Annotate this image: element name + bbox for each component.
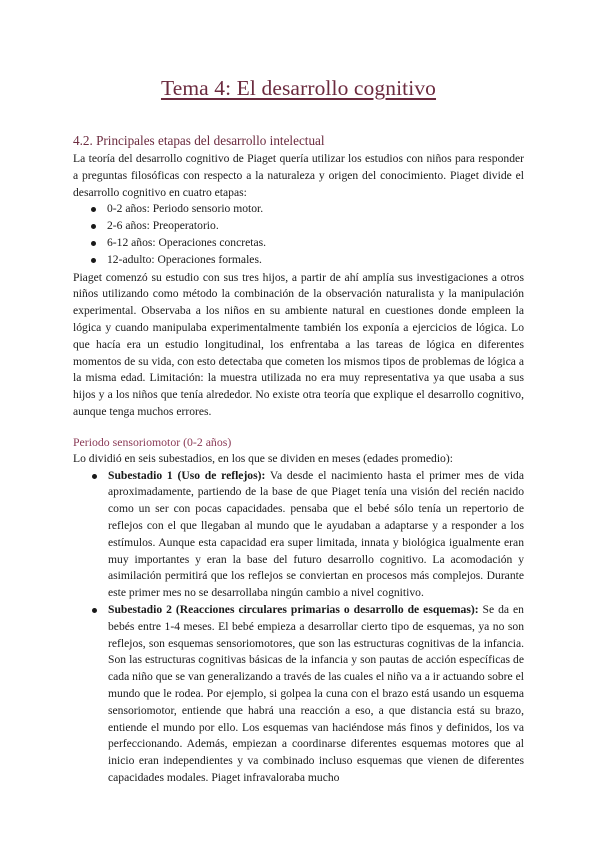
page-title: Tema 4: El desarrollo cognitivo	[160, 76, 437, 100]
list-item: 0-2 años: Periodo sensorio motor.	[73, 201, 524, 218]
list-item: 12-adulto: Operaciones formales.	[73, 252, 524, 269]
list-item: 2-6 años: Preoperatorio.	[73, 218, 524, 235]
method-paragraph: Piaget comenzó su estudio con sus tres hijos, a partir de ahí amplía sus investigaciones a otros niños utilizando como método la combinación de la observación naturalista y la manipulación experimental. Observaba a los niños en su ambiente natural en cuestiones donde empleen la lógica y cuando manipulaba experimentalmente también los exponía a ejercicios de lógica. Lo que hacía era un estudio longitudinal, los enfrentaba a las tareas de lógica en diferentes momentos de su vida, con esto detectaba que cometen los mismos tipos de problemas de lógica a la misma edad. Limitación: la muestra utilizada no era muy representativa ya que usaba a sus hijos y a los niños que tenía alrededor. No existe otra teoría que explique el desarrollo cognitivo, aunque tenga muchos errores.	[73, 270, 524, 418]
subsection-heading: Periodo sensoriomotor (0-2 años)	[73, 434, 232, 449]
section-heading: 4.2. Principales etapas del desarrollo intelectual	[73, 133, 325, 148]
substages-list	[73, 468, 524, 787]
substage-text: Va desde el nacimiento hasta el primer mes de vida aproximadamente, partiendo de la base de que Piaget tenía una visión del recién nacido como un ser con pocas capacidades. pensaba que el bebé sólo tenía un repertorio de reflejos con el que llegaban al mundo que le ayudaban a adaptarse y a responder a los estímulos. Aunque esta capacidad era super limitada, innata y biológica igualmente eran muy importantes y eran la base del futuro desarrollo cognitivo. La acomodación y asimilación permitirá que los reflejos se conviertan en procesos más complejos. Durante este primer mes no se desarrollaba ningún cambio a nivel cognitivo.	[108, 468, 525, 600]
substage-text: Se da en bebés entre 1-4 meses. El bebé empieza a desarrollar cierto tipo de esquemas, ya no son reflejos, son esquemas sensoriomotores, que son las estructuras cognitivas de la infancia. Son las estructuras cognitivas básicas de la infancia y son pautas de acción específicas de cada niño que se van generalizando a través de las cuales el niño va a ir actuando sobre el mundo que le rodea. Por ejemplo, si golpea la cuna con el brazo está usando un esquema sensoriomotor, entiende que habrá una reacción a eso, a que distancia está su brazo, entiende el mundo por ello. Los esquemas van haciéndose más finos y definidos, los va perfeccionando. Además, empiezan a coordinarse diferentes esquemas motores que al inicio eran independientes y va combinado incluso esquemas que vienen de diferentes capacidades modales. Piaget infravaloraba mucho	[108, 602, 524, 784]
intro-paragraph: La teoría del desarrollo cognitivo de Piaget quería utilizar los estudios con niños para responder a preguntas filosóficas con respecto a la naturaleza y origen del conocimiento. Piaget divide el desarrollo cognitivo en cuatro etapas:	[73, 152, 524, 199]
substage-label: Subestadio 2 (Reacciones circulares primarias o desarrollo de esquemas):	[108, 602, 479, 616]
substage-item-2	[73, 602, 524, 787]
subsection-intro: Lo dividió en seis subestadios, en los que se dividen en meses (edades promedio):	[73, 451, 453, 465]
list-item: 6-12 años: Operaciones concretas.	[73, 235, 524, 252]
substage-label: Subestadio 1 (Uso de reflejos):	[108, 468, 266, 482]
stages-list	[73, 201, 524, 268]
substage-item-1	[73, 468, 524, 602]
